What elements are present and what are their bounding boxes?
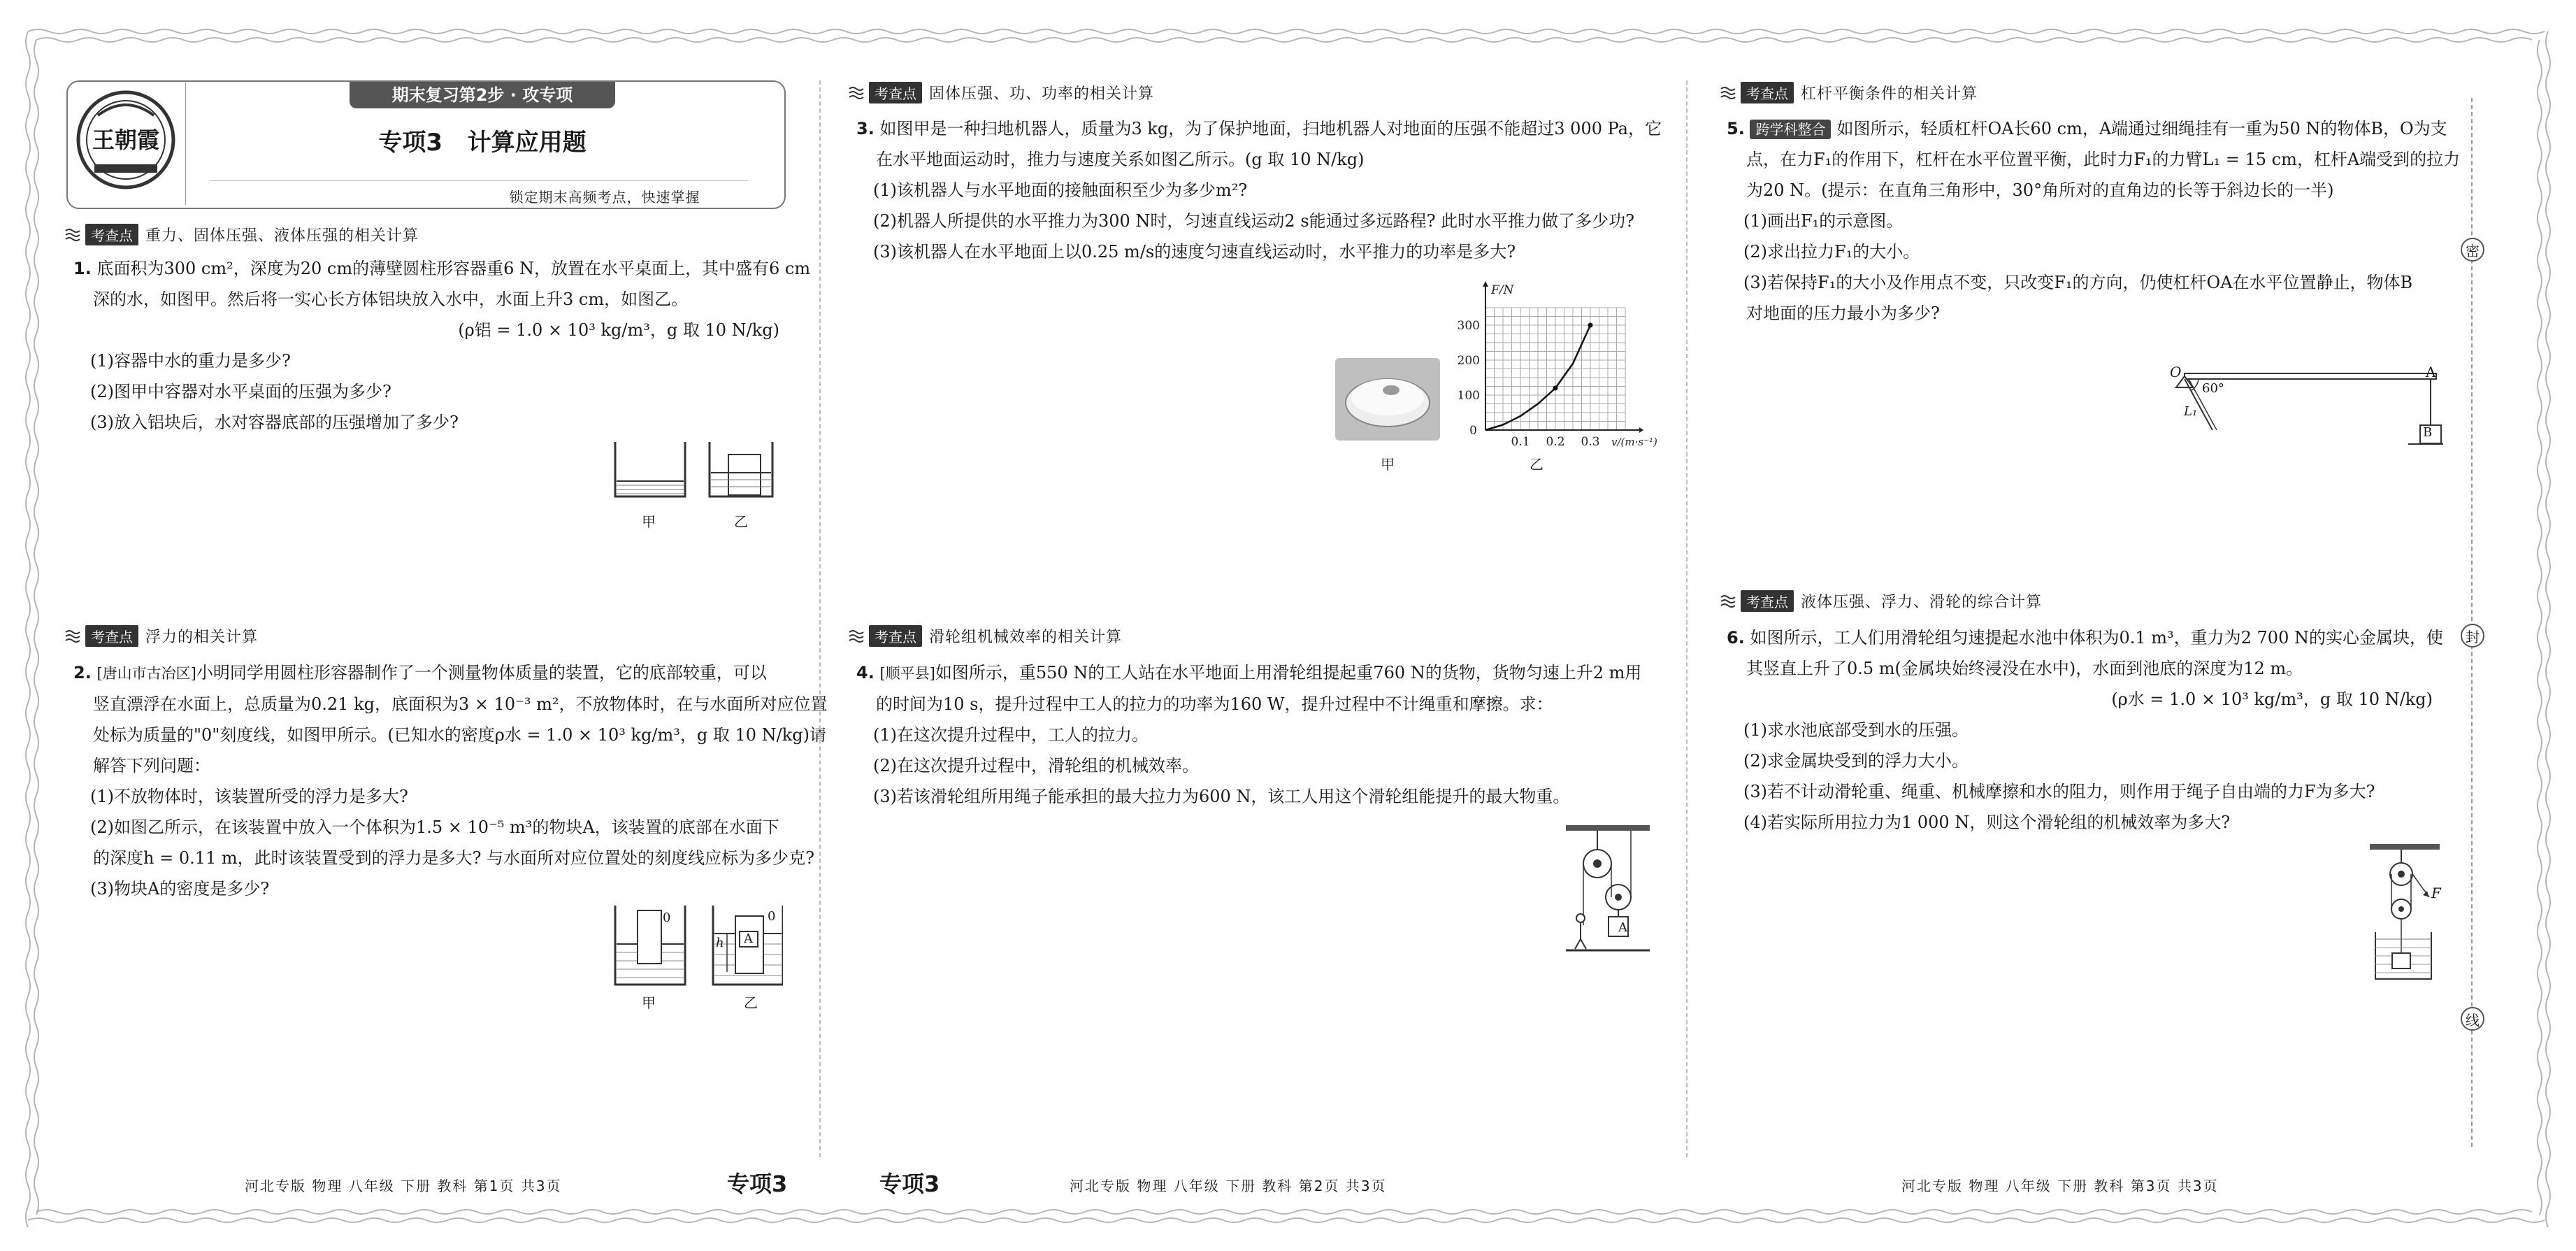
q1-fig-label-b: 乙 bbox=[734, 513, 748, 530]
q2-part-3: (3)物块A的密度是多少? bbox=[90, 879, 270, 899]
q3-part-3: (3)该机器人在水平地面上以0.25 m/s的速度匀速直线运动时，水平推力的功率是多大? bbox=[873, 242, 1516, 262]
x-tick-label: 0.3 bbox=[1581, 435, 1600, 448]
q4-fig-A: A bbox=[1618, 920, 1627, 935]
q4-part-1: (1)在这次提升过程中，工人的拉力。 bbox=[873, 725, 1149, 745]
q5-fig-B: B bbox=[2423, 425, 2433, 440]
y-axis-label: F/N bbox=[1491, 283, 1514, 297]
wave-lines-icon bbox=[64, 629, 82, 643]
q2-fig-label-a: 甲 bbox=[642, 994, 656, 1011]
q6-fig-F: F bbox=[2431, 885, 2441, 901]
section-title: 浮力的相关计算 bbox=[145, 628, 259, 646]
q6-constants: (ρ水 = 1.0 × 10³ kg/m³，g 取 10 N/kg) bbox=[2111, 689, 2433, 709]
page-subtitle: 锁定期末高频考点，快速掌握 bbox=[489, 186, 720, 206]
q3-fig-label-a: 甲 bbox=[1381, 456, 1395, 473]
q6-line-1: 如图所示，工人们用滑轮组匀速提起水池中体积为0.1 m³，重力为2 700 N的实心金属块，使 bbox=[1750, 628, 2443, 648]
q5-line-2: 点，在力F₁的作用下，杠杆在水平位置平衡，此时力F₁的力臂L₁ = 15 cm，杠杆A端受到的拉力 bbox=[1746, 150, 2461, 169]
q2-part-2b: 的深度h = 0.11 m，此时该装置受到的浮力是多大? 与水面所对应位置处的刻度线应标为多少克? bbox=[93, 848, 815, 868]
q4-line-1: 如图所示，重550 N的工人站在水平地面上用滑轮组提起重760 N的货物，货物匀速上升2 m用 bbox=[935, 663, 1642, 682]
binding-mark-mi: 密 bbox=[2461, 238, 2484, 262]
section-heading-3 bbox=[848, 80, 1154, 104]
force-velocity-chart bbox=[1451, 280, 1660, 448]
question-number: 3. bbox=[856, 119, 875, 138]
section-heading-5 bbox=[1720, 80, 1978, 104]
q2-part-2a: (2)如图乙所示，在该装置中放入一个体积为1.5 × 10⁻⁵ m³的物块A，该装置的底部在水面下 bbox=[90, 817, 779, 837]
q5-part-1: (1)画出F₁的示意图。 bbox=[1743, 211, 1904, 231]
q5-fig-L: L₁ bbox=[2184, 404, 2198, 419]
q3-part-1: (1)该机器人与水平地面的接触面积至少为多少m²? bbox=[873, 180, 1248, 200]
binding-mark-feng: 封 bbox=[2461, 624, 2484, 648]
wave-lines-icon bbox=[848, 629, 866, 643]
data-point bbox=[1588, 323, 1593, 328]
q4-part-3: (3)若该滑轮组所用绳子能承担的最大拉力为600 N，该工人用这个滑轮组能提升的最大物重。 bbox=[873, 787, 1570, 806]
question-6 bbox=[1727, 622, 2443, 838]
q1-fig-label-a: 甲 bbox=[642, 513, 656, 530]
q6-part-1: (1)求水池底部受到水的压强。 bbox=[1743, 720, 1969, 740]
q2-line-3: 处标为质量的"0"刻度线，如图甲所示。(已知水的密度ρ水 = 1.0 × 10³ kg/m³，g 取 10 N/kg)请 bbox=[93, 725, 827, 745]
interdisciplinary-tag: 跨学科整合 bbox=[1750, 120, 1831, 139]
question-number: 6. bbox=[1727, 628, 1745, 648]
question-2 bbox=[73, 657, 827, 904]
footer-topic-right: 专项3 bbox=[879, 1171, 940, 1197]
wave-lines-icon bbox=[1720, 85, 1738, 99]
q2-fig-zero-b: 0 bbox=[768, 909, 776, 924]
q1-figure bbox=[608, 434, 776, 524]
section-title: 重力、固体压强、液体压强的相关计算 bbox=[145, 227, 419, 245]
question-1 bbox=[73, 253, 810, 438]
q2-fig-zero-a: 0 bbox=[663, 910, 671, 925]
q6-pulley-figure bbox=[2363, 843, 2447, 982]
q2-line-1: 小明同学用圆柱形容器制作了一个测量物体质量的装置，它的底部较重，可以 bbox=[196, 663, 767, 682]
wave-lines-icon bbox=[1720, 594, 1738, 608]
origin-label: 0 bbox=[1469, 424, 1477, 438]
q5-line-3: 为20 N。(提示：在直角三角形中，30°角所对的直角边的长等于斜边长的一半) bbox=[1746, 180, 2334, 200]
q5-fig-O: O bbox=[2170, 364, 2182, 380]
section-title: 滑轮组机械效率的相关计算 bbox=[929, 628, 1123, 646]
question-number: 4. bbox=[856, 663, 875, 682]
question-number: 5. bbox=[1727, 119, 1745, 138]
q1-part-2: (2)图甲中容器对水平桌面的压强为多少? bbox=[90, 382, 391, 401]
footer-page-3: 河北专版 物理 八年级 下册 教科 第3页 共3页 bbox=[1901, 1178, 2219, 1194]
q5-lever-figure bbox=[2171, 364, 2443, 448]
wave-lines-icon bbox=[848, 85, 866, 99]
binding-mark-xian: 线 bbox=[2461, 1007, 2484, 1031]
q5-part-2: (2)求出拉力F₁的大小。 bbox=[1743, 242, 1920, 262]
q6-line-2: 其竖直上升了0.5 m(金属块始终浸没在水中)，水面到池底的深度为12 m。 bbox=[1746, 659, 2303, 678]
kaodian-badge: 考查点 bbox=[869, 625, 922, 647]
q2-line-2: 竖直漂浮在水面上，总质量为0.21 kg，底面积为3 × 10⁻³ m²，不放物体时，在与水面所对应位置 bbox=[93, 694, 828, 714]
question-3 bbox=[856, 113, 1662, 267]
footer-topic-left: 专项3 bbox=[727, 1171, 788, 1197]
q2-fig-h: h bbox=[716, 936, 724, 950]
q6-part-3: (3)若不计动滑轮重、绳重、机械摩擦和水的阻力，则作用于绳子自由端的力F为多大? bbox=[1743, 782, 2375, 801]
section-heading-1 bbox=[64, 222, 419, 246]
kaodian-badge: 考查点 bbox=[85, 224, 138, 245]
y-tick-label: 300 bbox=[1457, 319, 1480, 333]
q2-fig-label-b: 乙 bbox=[744, 994, 758, 1011]
q2-source: [唐山市古冶区] bbox=[96, 665, 196, 682]
q1-line-1: 底面积为300 cm²，深度为20 cm的薄壁圆柱形容器重6 N，放置在水平桌面上，其中盛有6 cm bbox=[96, 259, 811, 278]
footer-page-1: 河北专版 物理 八年级 下册 教科 第1页 共3页 bbox=[245, 1178, 562, 1194]
wave-lines-icon bbox=[64, 227, 82, 241]
x-tick-label: 0.2 bbox=[1546, 435, 1565, 448]
q3-line-1: 如图甲是一种扫地机器人，质量为3 kg，为了保护地面，扫地机器人对地面的压强不能超过3 000 Pa，它 bbox=[879, 119, 1662, 138]
subtitle-rule bbox=[210, 180, 748, 181]
q3-part-2: (2)机器人所提供的水平推力为300 N时，匀速直线运动2 s能通过多远路程? 此时水平推力做了多少功? bbox=[873, 211, 1635, 231]
robot-photo bbox=[1335, 358, 1440, 441]
logo bbox=[73, 87, 178, 192]
section-title: 液体压强、浮力、滑轮的综合计算 bbox=[1801, 593, 2043, 611]
q3-line-2: 在水平地面运动时，推力与速度关系如图乙所示。(g 取 10 N/kg) bbox=[876, 150, 1365, 169]
section-heading-6 bbox=[1720, 589, 2042, 613]
question-4 bbox=[856, 657, 1641, 812]
q2-figure bbox=[608, 902, 783, 993]
kaodian-badge: 考查点 bbox=[85, 625, 138, 647]
q2-fig-A: A bbox=[744, 931, 753, 946]
q5-line-1: 如图所示，轻质杠杆OA长60 cm，A端通过细绳挂有一重为50 N的物体B，O为支 bbox=[1836, 119, 2447, 138]
q3-fig-label-b: 乙 bbox=[1530, 456, 1544, 473]
section-heading-2 bbox=[64, 624, 258, 648]
column-divider-1 bbox=[819, 80, 821, 1157]
q2-part-1: (1)不放物体时，该装置所受的浮力是多大? bbox=[90, 787, 408, 806]
q4-source: [顺平县] bbox=[879, 665, 935, 682]
q6-part-4: (4)若实际所用拉力为1 000 N，则这个滑轮组的机械效率为多大? bbox=[1743, 813, 2231, 832]
footer-page-2: 河北专版 物理 八年级 下册 教科 第2页 共3页 bbox=[1070, 1178, 1387, 1194]
q5-fig-A: A bbox=[2426, 364, 2436, 380]
page-title: 专项3 计算应用题 bbox=[378, 129, 587, 157]
x-axis-arrow bbox=[1639, 427, 1643, 433]
x-tick-label: 0.1 bbox=[1511, 435, 1530, 448]
q1-constants: (ρ铝 = 1.0 × 10³ kg/m³，g 取 10 N/kg) bbox=[458, 320, 779, 340]
data-point bbox=[1553, 386, 1558, 391]
y-tick-label: 200 bbox=[1457, 354, 1480, 368]
question-number: 2. bbox=[73, 663, 92, 682]
q6-part-2: (2)求金属块受到的浮力大小。 bbox=[1743, 751, 1969, 771]
q5-part-3a: (3)若保持F₁的大小及作用点不变，只改变F₁的方向，仍使杠杆OA在水平位置静止，物体B bbox=[1743, 273, 2413, 292]
header-banner-text: 期末复习第2步 · 攻专项 bbox=[391, 85, 573, 105]
header-divider bbox=[185, 83, 186, 205]
q4-pulley-figure bbox=[1562, 822, 1653, 955]
y-tick-label: 100 bbox=[1457, 389, 1480, 403]
x-axis-label: v/(m·s⁻¹) bbox=[1611, 436, 1657, 448]
question-number: 1. bbox=[73, 259, 92, 278]
y-axis-arrow bbox=[1483, 281, 1488, 287]
q1-line-2: 深的水，如图甲。然后将一实心长方体铝块放入水中，水面上升3 cm，如图乙。 bbox=[93, 289, 689, 309]
kaodian-badge: 考查点 bbox=[869, 82, 922, 103]
q5-fig-angle: 60° bbox=[2202, 381, 2224, 396]
logo-text: 王朝霞 bbox=[92, 127, 159, 153]
q4-part-2: (2)在这次提升过程中，滑轮组的机械效率。 bbox=[873, 756, 1199, 775]
q5-part-3b: 对地面的压力最小为多少? bbox=[1746, 303, 1940, 323]
kaodian-badge: 考查点 bbox=[1741, 590, 1794, 612]
kaodian-badge: 考查点 bbox=[1741, 82, 1794, 103]
section-title: 固体压强、功、功率的相关计算 bbox=[929, 85, 1155, 103]
q1-part-3: (3)放入铝块后，水对容器底部的压强增加了多少? bbox=[90, 413, 459, 432]
q2-line-4: 解答下列问题： bbox=[93, 756, 210, 775]
q4-line-2: 的时间为10 s，提升过程中工人的拉力的功率为160 W，提升过程中不计绳重和摩擦。求： bbox=[876, 694, 1553, 714]
section-title: 杠杆平衡条件的相关计算 bbox=[1801, 85, 1978, 103]
question-5 bbox=[1727, 113, 2460, 329]
column-divider-2 bbox=[1686, 80, 1688, 1157]
header-banner bbox=[350, 82, 615, 108]
section-heading-4 bbox=[848, 624, 1122, 648]
q1-part-1: (1)容器中水的重力是多少? bbox=[90, 351, 291, 371]
